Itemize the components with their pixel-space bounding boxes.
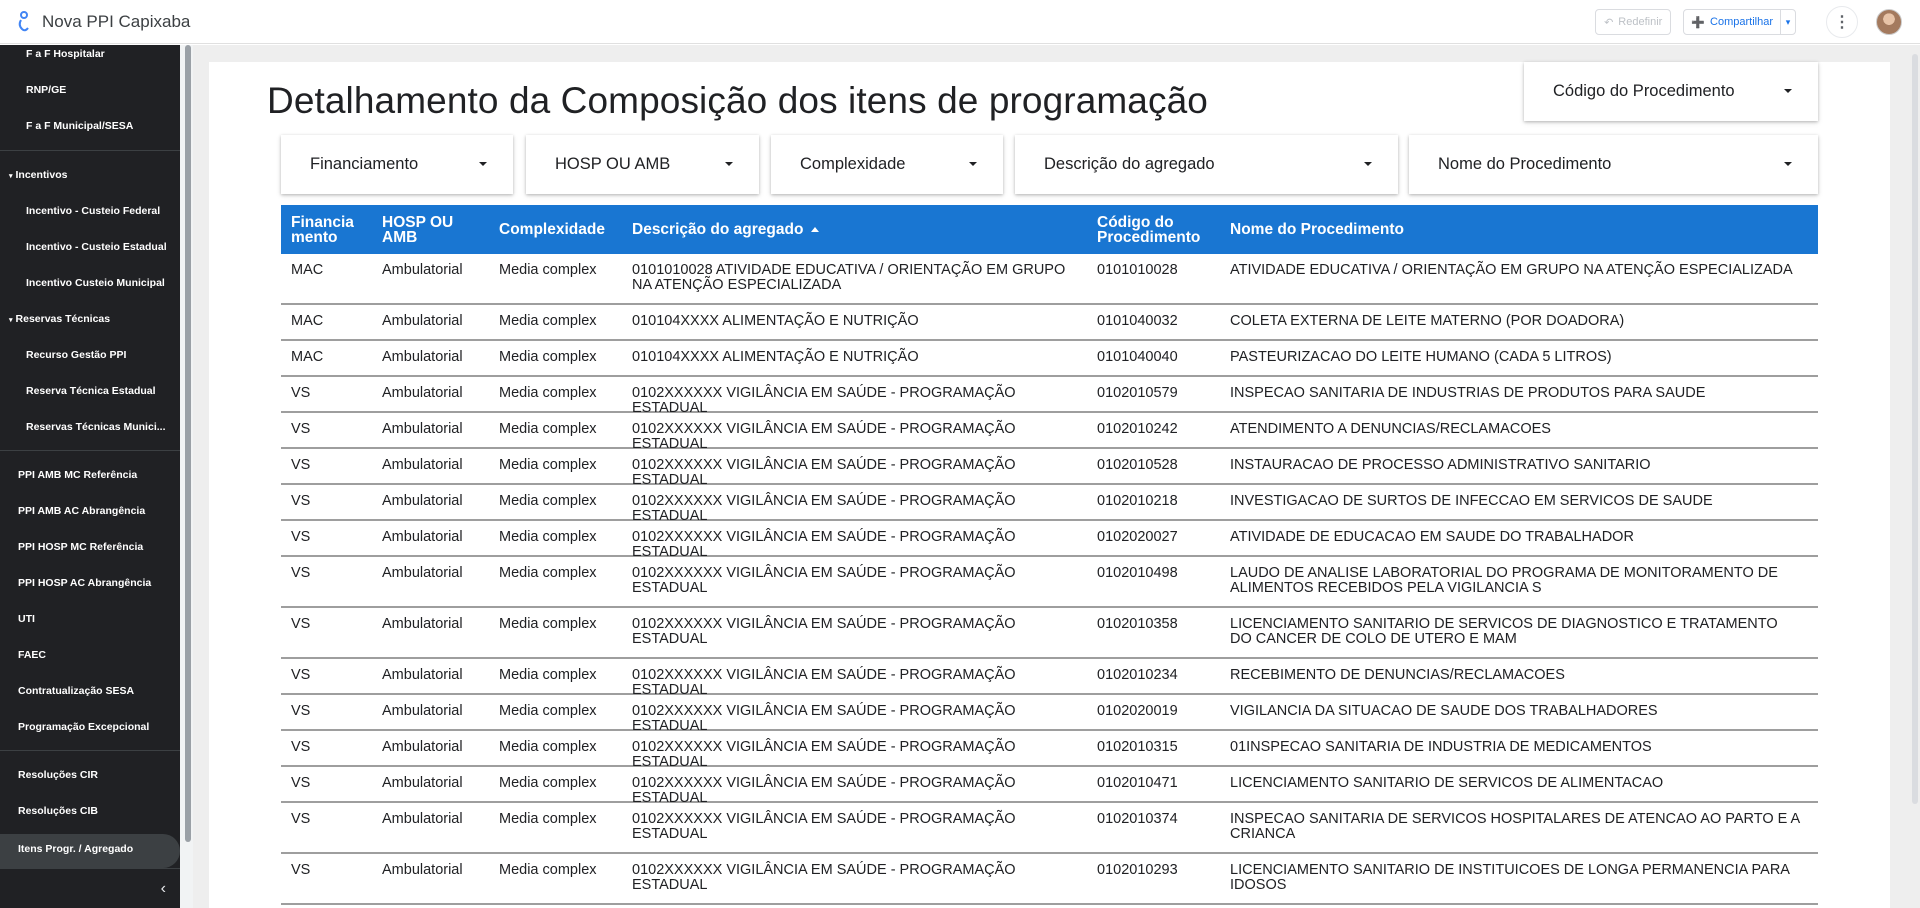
sidebar-scrollbar[interactable] <box>185 45 191 842</box>
avatar[interactable] <box>1876 9 1902 35</box>
table-cell: INSPECAO SANITARIA DE SERVICOS HOSPITALARES DE ATENCAO AO PARTO E A CRIANCA <box>1230 811 1800 842</box>
sidebar-section-incentivos[interactable]: ▾ Incentivos <box>9 169 68 181</box>
table-cell: MAC <box>291 349 324 365</box>
filter-financiamento[interactable]: Financiamento <box>281 135 513 194</box>
sidebar-item[interactable]: Recurso Gestão PPI <box>26 349 127 361</box>
sidebar-item[interactable]: PPI HOSP AC Abrangência <box>18 577 152 589</box>
table-cell: VS <box>291 667 311 683</box>
table-cell: Ambulatorial <box>382 739 463 755</box>
dropdown-arrow-icon <box>1784 89 1792 93</box>
table-cell: VS <box>291 811 311 827</box>
sidebar-item[interactable]: PPI AMB AC Abrangência <box>18 505 146 517</box>
table-cell: PASTEURIZACAO DO LEITE HUMANO (CADA 5 LITROS) <box>1230 349 1612 365</box>
table-cell: Ambulatorial <box>382 421 463 437</box>
table-cell: 0102010242 <box>1097 421 1178 437</box>
col-header-hosp-amb[interactable]: HOSP OU AMB <box>382 213 454 246</box>
collapse-icon: ▾ <box>9 173 13 180</box>
page-title: Detalhamento da Composição dos itens de programação <box>267 80 1208 121</box>
table-cell: 0102010293 <box>1097 862 1178 878</box>
table-cell: Media complex <box>499 493 597 509</box>
sidebar-item[interactable]: F a F Municipal/SESA <box>26 120 134 132</box>
table-cell: INVESTIGACAO DE SURTOS DE INFECCAO EM SERVICOS DE SAUDE <box>1230 493 1713 509</box>
table-cell: 0102020027 <box>1097 529 1178 545</box>
table-row[interactable] <box>281 254 1818 305</box>
top-bar <box>0 0 1920 44</box>
sidebar-item[interactable]: UTI <box>18 613 35 625</box>
table-row[interactable] <box>281 695 1818 734</box>
logo-icon <box>16 11 32 33</box>
table-cell: 0102010579 <box>1097 385 1178 401</box>
table-row[interactable] <box>281 485 1818 524</box>
table-cell: Ambulatorial <box>382 703 463 719</box>
sidebar-item[interactable]: Incentivo - Custeio Federal <box>26 205 161 217</box>
table-cell: MAC <box>291 262 324 278</box>
collapse-icon: ▾ <box>9 317 13 324</box>
table-cell: LICENCIAMENTO SANITARIO DE SERVICOS DE DIAGNOSTICO E TRATAMENTO DO CANCER DE COLO DE UTERO E MAM <box>1230 616 1778 647</box>
table-row[interactable] <box>281 659 1818 698</box>
table-cell: Ambulatorial <box>382 667 463 683</box>
table-cell: 0102XXXXXX VIGILÂNCIA EM SAÚDE - PROGRAMAÇÃO ESTADUAL <box>632 862 1016 893</box>
sidebar-item[interactable]: FAEC <box>18 649 47 661</box>
table-cell: 0102020019 <box>1097 703 1178 719</box>
sidebar-section-reservas[interactable]: ▾ Reservas Técnicas <box>9 313 111 325</box>
table-cell: VS <box>291 703 311 719</box>
table-cell: RECEBIMENTO DE DENUNCIAS/RECLAMACOES <box>1230 667 1565 683</box>
table-cell: Media complex <box>499 565 597 581</box>
table-cell: Media complex <box>499 529 597 545</box>
table-row[interactable] <box>281 557 1818 608</box>
table-cell: VS <box>291 775 311 791</box>
table-cell: Ambulatorial <box>382 616 463 632</box>
sort-ascending-icon <box>811 227 819 232</box>
table-cell: VS <box>291 739 311 755</box>
sidebar-item[interactable]: PPI HOSP MC Referência <box>18 541 144 553</box>
table-cell: Media complex <box>499 262 597 278</box>
table-row[interactable] <box>281 767 1818 806</box>
table-cell: VS <box>291 565 311 581</box>
table-cell: 010104XXXX ALIMENTAÇÃO E NUTRIÇÃO <box>632 313 919 329</box>
table-row[interactable] <box>281 854 1818 905</box>
sidebar-item[interactable]: PPI AMB MC Referência <box>18 469 138 481</box>
table-cell: Media complex <box>499 811 597 827</box>
table-cell: Ambulatorial <box>382 529 463 545</box>
sidebar-item[interactable]: F a F Hospitalar <box>26 48 105 60</box>
table-cell: 0102XXXXXX VIGILÂNCIA EM SAÚDE - PROGRAMAÇÃO ESTADUAL <box>632 529 1016 560</box>
table-cell: 0102010374 <box>1097 811 1178 827</box>
table-cell: VS <box>291 616 311 632</box>
table-cell: ATIVIDADE EDUCATIVA / ORIENTAÇÃO EM GRUPO NA ATENÇÃO ESPECIALIZADA <box>1230 262 1793 278</box>
table-cell: 0102XXXXXX VIGILÂNCIA EM SAÚDE - PROGRAMAÇÃO ESTADUAL <box>632 775 1016 806</box>
table-row[interactable] <box>281 449 1818 488</box>
table-cell: 0102XXXXXX VIGILÂNCIA EM SAÚDE - PROGRAMAÇÃO ESTADUAL <box>632 565 1016 596</box>
table-cell: Media complex <box>499 385 597 401</box>
share-button[interactable]: ➕ Compartilhar ▾ <box>1683 9 1796 35</box>
table-cell: Ambulatorial <box>382 262 463 278</box>
table-cell: 0102XXXXXX VIGILÂNCIA EM SAÚDE - PROGRAMAÇÃO ESTADUAL <box>632 616 1016 647</box>
table-cell: COLETA EXTERNA DE LEITE MATERNO (POR DOADORA) <box>1230 313 1625 329</box>
share-dropdown-button[interactable]: ▾ <box>1785 16 1791 27</box>
table-cell: 0102XXXXXX VIGILÂNCIA EM SAÚDE - PROGRAMAÇÃO ESTADUAL <box>632 739 1016 770</box>
table-cell: 0102XXXXXX VIGILÂNCIA EM SAÚDE - PROGRAMAÇÃO ESTADUAL <box>632 493 1016 524</box>
table-cell: Ambulatorial <box>382 862 463 878</box>
dropdown-arrow-icon <box>725 162 733 166</box>
collapse-sidebar-button[interactable] <box>0 868 180 908</box>
page-scrollbar[interactable] <box>1912 54 1918 804</box>
sidebar-item-itens-progr[interactable]: Itens Progr. / Agregado <box>18 843 134 855</box>
table-body <box>281 254 1818 905</box>
dropdown-arrow-icon <box>479 162 487 166</box>
col-header-complexidade[interactable]: Complexidade <box>499 221 605 238</box>
chevron-left-icon: ‹ <box>160 880 166 897</box>
table-cell: 01INSPECAO SANITARIA DE INDUSTRIA DE MEDICAMENTOS <box>1230 739 1652 755</box>
table-cell: 0102010315 <box>1097 739 1178 755</box>
reset-button[interactable]: ↶ Redefinir <box>1595 9 1671 35</box>
table-cell: LICENCIAMENTO SANITARIO DE INSTITUICOES DE LONGA PERMANENCIA PARA IDOSOS <box>1230 862 1790 893</box>
table-cell: Media complex <box>499 862 597 878</box>
table-cell: Media complex <box>499 349 597 365</box>
sidebar-item[interactable]: Reservas Técnicas Munici... <box>26 421 166 433</box>
sidebar-item[interactable]: Incentivo - Custeio Estadual <box>26 241 167 253</box>
filter-nome-procedimento[interactable]: Nome do Procedimento <box>1409 135 1818 194</box>
table-cell: ATENDIMENTO A DENUNCIAS/RECLAMACOES <box>1230 421 1551 437</box>
table-row[interactable] <box>281 608 1818 659</box>
app-title: Nova PPI Capixaba <box>42 11 191 31</box>
sidebar-item[interactable]: Resoluções CIR <box>18 769 98 781</box>
col-header-financiamento[interactable]: Financia mento <box>291 213 354 246</box>
table-cell: 0102010528 <box>1097 457 1178 473</box>
table-cell: Ambulatorial <box>382 349 463 365</box>
table-cell: Ambulatorial <box>382 385 463 401</box>
sidebar-item[interactable]: Reserva Técnica Estadual <box>26 385 156 397</box>
dropdown-arrow-icon <box>1364 162 1372 166</box>
table-cell: LAUDO DE ANALISE LABORATORIAL DO PROGRAMA DE MONITORAMENTO DE ALIMENTOS RECEBIDOS PELA VIGILANCIA S <box>1230 565 1778 596</box>
table-cell: VS <box>291 529 311 545</box>
table-cell: Media complex <box>499 667 597 683</box>
table-row[interactable] <box>281 341 1818 377</box>
filter-hosp-amb[interactable]: HOSP OU AMB <box>526 135 759 194</box>
table-cell: 0102XXXXXX VIGILÂNCIA EM SAÚDE - PROGRAMAÇÃO ESTADUAL <box>632 421 1016 452</box>
table-row[interactable] <box>281 803 1818 854</box>
sidebar-item[interactable]: Contratualização SESA <box>18 685 135 697</box>
table-header <box>281 205 1818 254</box>
table-cell: VS <box>291 457 311 473</box>
dropdown-arrow-icon <box>1784 162 1792 166</box>
table-cell: Media complex <box>499 616 597 632</box>
procedures-table <box>281 205 1818 905</box>
table-cell: 0102XXXXXX VIGILÂNCIA EM SAÚDE - PROGRAMAÇÃO ESTADUAL <box>632 385 1016 416</box>
table-row[interactable] <box>281 521 1818 560</box>
table-cell: VS <box>291 493 311 509</box>
table-cell: 0102010234 <box>1097 667 1178 683</box>
table-cell: 0102XXXXXX VIGILÂNCIA EM SAÚDE - PROGRAMAÇÃO ESTADUAL <box>632 457 1016 488</box>
table-cell: INSTAURACAO DE PROCESSO ADMINISTRATIVO SANITARIO <box>1230 457 1651 473</box>
sidebar-item[interactable]: Resoluções CIB <box>18 805 98 817</box>
table-cell: 0101040032 <box>1097 313 1178 329</box>
table-cell: 0102010358 <box>1097 616 1178 632</box>
sidebar-item[interactable]: Programação Excepcional <box>18 721 150 733</box>
table-cell: 0102XXXXXX VIGILÂNCIA EM SAÚDE - PROGRAMAÇÃO ESTADUAL <box>632 667 1016 698</box>
col-header-descricao[interactable]: Descrição do agregado <box>632 205 1072 254</box>
sidebar <box>0 45 180 908</box>
table-cell: VS <box>291 862 311 878</box>
sidebar-item[interactable]: RNP/GE <box>26 84 67 96</box>
table-cell: VS <box>291 385 311 401</box>
table-cell: 010104XXXX ALIMENTAÇÃO E NUTRIÇÃO <box>632 349 919 365</box>
table-cell: 0101040040 <box>1097 349 1178 365</box>
sidebar-item[interactable]: Incentivo Custeio Municipal <box>26 277 165 289</box>
table-cell: Media complex <box>499 313 597 329</box>
filter-descricao-agregado[interactable]: Descrição do agregado <box>1015 135 1398 194</box>
table-cell: Media complex <box>499 775 597 791</box>
table-row[interactable] <box>281 413 1818 452</box>
table-cell: 0102010218 <box>1097 493 1178 509</box>
table-row[interactable] <box>281 377 1818 416</box>
table-cell: VS <box>291 421 311 437</box>
table-cell: INSPECAO SANITARIA DE INDUSTRIAS DE PRODUTOS PARA SAUDE <box>1230 385 1706 401</box>
table-cell: Media complex <box>499 739 597 755</box>
filter-codigo-procedimento[interactable]: Código do Procedimento <box>1524 62 1818 121</box>
table-cell: ATIVIDADE DE EDUCACAO EM SAUDE DO TRABALHADOR <box>1230 529 1634 545</box>
add-person-icon: ➕ <box>1691 16 1706 29</box>
table-cell: Ambulatorial <box>382 313 463 329</box>
table-cell: Ambulatorial <box>382 565 463 581</box>
col-header-codigo[interactable]: Código do Procedimento <box>1097 213 1201 246</box>
more-vert-icon[interactable]: ⋮ <box>1826 6 1858 38</box>
table-cell: MAC <box>291 313 324 329</box>
table-cell: LICENCIAMENTO SANITARIO DE SERVICOS DE ALIMENTACAO <box>1230 775 1664 791</box>
table-cell: Ambulatorial <box>382 493 463 509</box>
table-cell: Ambulatorial <box>382 775 463 791</box>
table-cell: 0101010028 <box>1097 262 1178 278</box>
dropdown-arrow-icon <box>969 162 977 166</box>
table-cell: 0102010471 <box>1097 775 1178 791</box>
table-cell: Ambulatorial <box>382 811 463 827</box>
table-cell: Media complex <box>499 421 597 437</box>
table-cell: 0102010498 <box>1097 565 1178 581</box>
table-cell: Ambulatorial <box>382 457 463 473</box>
table-row[interactable] <box>281 731 1818 770</box>
table-row[interactable] <box>281 305 1818 341</box>
col-header-nome[interactable]: Nome do Procedimento <box>1230 221 1404 238</box>
table-cell: 0101010028 ATIVIDADE EDUCATIVA / ORIENTAÇÃO EM GRUPO NA ATENÇÃO ESPECIALIZADA <box>632 262 1066 293</box>
table-cell: VIGILANCIA DA SITUACAO DE SAUDE DOS TRABALHADORES <box>1230 703 1658 719</box>
filter-complexidade[interactable]: Complexidade <box>771 135 1003 194</box>
table-cell: Media complex <box>499 457 597 473</box>
table-cell: 0102XXXXXX VIGILÂNCIA EM SAÚDE - PROGRAMAÇÃO ESTADUAL <box>632 811 1016 842</box>
table-cell: Media complex <box>499 703 597 719</box>
undo-icon: ↶ <box>1604 16 1614 29</box>
table-cell: 0102XXXXXX VIGILÂNCIA EM SAÚDE - PROGRAMAÇÃO ESTADUAL <box>632 703 1016 734</box>
